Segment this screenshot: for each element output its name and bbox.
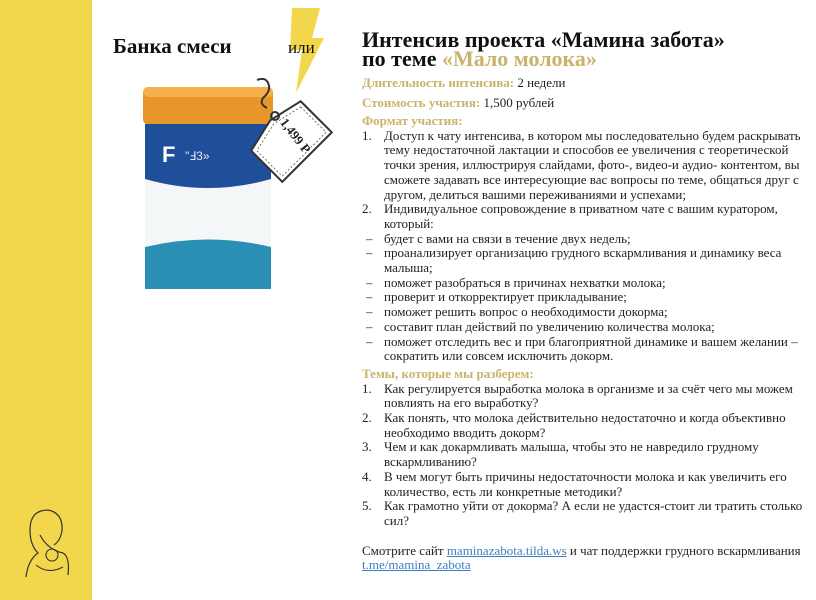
price-tag <box>245 78 345 188</box>
price-row <box>362 94 807 111</box>
list-item-text: Как грамотно уйти от докорма? А если не удастся-стоит ли тратить столько сил? <box>384 498 803 528</box>
list-item <box>362 382 807 411</box>
footer-text: и чат поддержки грудного вскармливания <box>569 542 801 558</box>
svg-text:F: F <box>162 142 176 167</box>
price-value: 1,500 рублей <box>483 95 555 110</box>
dash-marker: – <box>366 318 373 334</box>
telegram-link[interactable]: t.me/mamina_zabota <box>362 557 471 573</box>
list-marker: 2. <box>362 410 372 426</box>
list-item-text: проанализирует организацию грудного вскармливания и динамику веса малыша; <box>384 245 782 276</box>
title-prefix: по теме <box>362 46 437 71</box>
list-item <box>362 411 807 440</box>
curator-list <box>362 232 807 364</box>
list-item <box>362 276 807 291</box>
list-item <box>362 470 807 499</box>
list-item <box>362 202 807 231</box>
duration-value: 2 недели <box>517 75 566 90</box>
list-item <box>362 440 807 469</box>
format-heading: Формат участия: <box>362 113 463 128</box>
list-item-text: Доступ к чату интенсива, в котором мы последовательно будем раскрывать тему недостаточной лактации и способов ее увеличения с теоретической точки зрения, иллюстрируя слайдами, фото-, видео-и аудио- контентом, вы сможете задавать все интересующие вас вопросы по теме, общаться друг с другом, делиться вашими переживаниями и успехами; <box>384 127 801 202</box>
list-item <box>362 305 807 320</box>
price-label: Стоимость участия: <box>362 95 481 110</box>
list-marker: 2. <box>362 201 372 217</box>
list-item <box>362 290 807 305</box>
list-item-text: Чем и как докармливать малыша, чтобы это не навредило грудному вскармливанию? <box>384 439 759 470</box>
title-topic: «Мало молока» <box>442 46 597 71</box>
list-item-text: Как регулируется выработка молока в организме и за счёт чего мы можем повлиять на его выработку? <box>384 380 793 411</box>
list-item-text: проверит и откорректирует прикладывание; <box>384 289 627 305</box>
dash-marker: – <box>366 230 373 246</box>
list-item <box>362 320 807 335</box>
list-item-text: поможет разобраться в причинах нехватки молока; <box>384 274 666 290</box>
list-marker: 1. <box>362 380 372 396</box>
list-item <box>362 335 807 364</box>
page-title <box>362 27 807 71</box>
list-item-text: будет с вами на связи в течение двух недель; <box>384 230 631 246</box>
list-item <box>362 232 807 247</box>
list-item-text: В чем могут быть причины недостаточности молока и как увеличить его количество, есть ли конкретные методики? <box>384 468 787 499</box>
duration-row <box>362 74 807 91</box>
dash-marker: – <box>366 289 373 305</box>
dash-marker: – <box>366 304 373 320</box>
footer-note <box>362 544 807 573</box>
topics-heading: Темы, которые мы разберем: <box>362 365 534 381</box>
mother-child-logo <box>18 505 78 580</box>
format-list <box>362 129 807 232</box>
dash-marker: – <box>366 274 373 290</box>
intensive-description <box>362 27 807 573</box>
or-label: или <box>288 38 315 57</box>
duration-label: Длительность интенсива: <box>362 75 515 90</box>
can-title: Банка смеси <box>113 34 232 58</box>
topics-list <box>362 382 807 529</box>
list-item <box>362 246 807 275</box>
list-marker: 1. <box>362 127 372 143</box>
list-marker: 3. <box>362 439 372 455</box>
list-item-text: поможет решить вопрос о необходимости докорма; <box>384 304 668 320</box>
list-marker: 5. <box>362 498 372 514</box>
dash-marker: – <box>366 245 373 261</box>
list-item <box>362 499 807 528</box>
title-line-1: Интенсив проекта «Мамина забота» <box>362 27 725 52</box>
footer-text: Смотрите сайт <box>362 542 444 558</box>
dash-marker: – <box>366 333 373 349</box>
svg-text:"Ⅎ3»: "Ⅎ3» <box>185 149 210 163</box>
list-item-text: Как понять, что молока действительно недостаточно и когда объективно необходимо вводить докорм? <box>384 410 786 440</box>
website-link[interactable]: maminazabota.tilda.ws <box>446 542 567 558</box>
list-item-text: составит план действий по увеличению количества молока; <box>384 318 715 334</box>
list-item <box>362 129 807 203</box>
list-item-text: Индивидуальное сопровождение в приватном чате с вашим куратором, который: <box>384 201 778 231</box>
price-tag-text: 1,499 Р <box>277 115 314 157</box>
list-marker: 4. <box>362 468 372 484</box>
list-item-text: поможет отследить вес и при благоприятной динамике и вашем желании – сократить или совсем исключить докорм. <box>384 333 798 364</box>
